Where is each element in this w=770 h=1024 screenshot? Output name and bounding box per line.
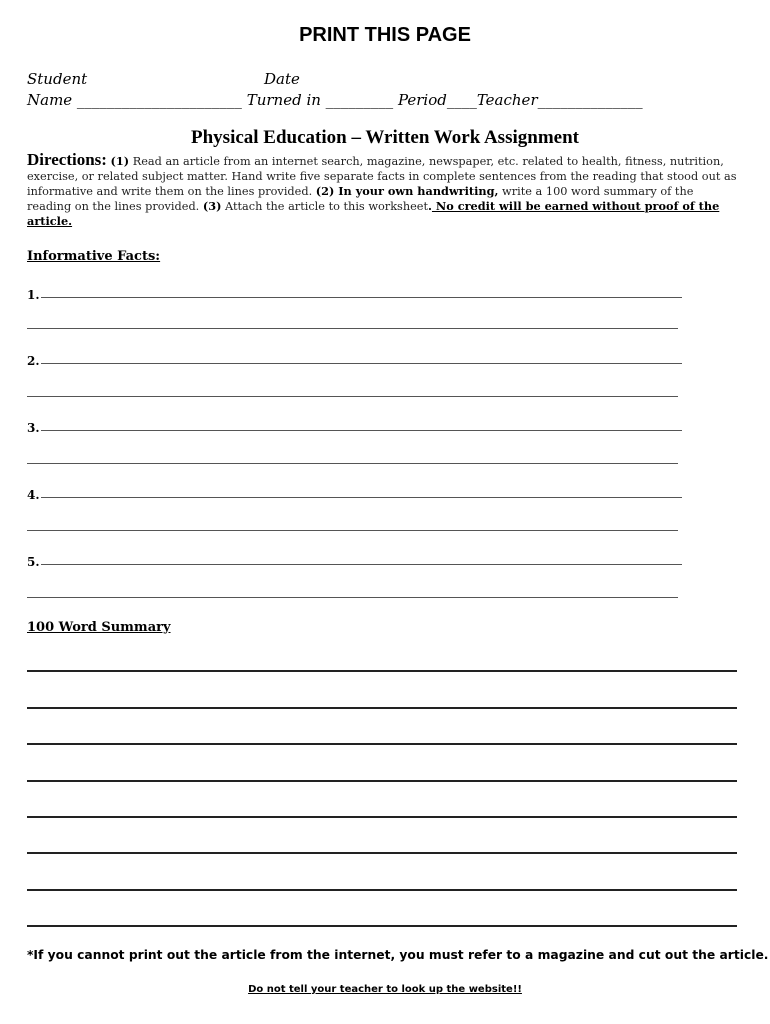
fact-line-5[interactable]: [27, 549, 682, 569]
student-label: Student: [27, 70, 88, 88]
step-1-text: Read an article from an internet search, magazine, newspaper, etc. related to health, fitness, nutrition, exercise, or related subject matter. Hand write five separate facts in complete sentences from the reading that stood out as informative and write them on the lines provided.: [27, 155, 737, 198]
step-1-number: (1): [110, 154, 130, 168]
fact-3-continuation-line[interactable]: [27, 463, 678, 464]
date-label: Date: [264, 70, 300, 88]
answer-line: [41, 297, 682, 298]
print-title: PRINT THIS PAGE: [299, 24, 471, 46]
fact-number: 4.: [27, 488, 40, 502]
summary-line[interactable]: [27, 889, 737, 891]
summary-label: 100 Word Summary: [27, 620, 171, 635]
print-footnote: *If you cannot print out the article from the internet, you must refer to a magazine and cut out the article.: [27, 948, 769, 962]
directions-paragraph: [27, 152, 739, 229]
name-date-period-teacher-row: Name ______________________ Turned in _________ Period____Teacher______________: [27, 91, 643, 109]
summary-line[interactable]: [27, 925, 737, 927]
step-2-number: (2): [315, 184, 335, 198]
informative-facts-label: Informative Facts:: [27, 249, 161, 264]
fact-4-continuation-line[interactable]: [27, 530, 678, 531]
fact-line-4[interactable]: [27, 482, 682, 502]
own-handwriting-text: In your own handwriting,: [334, 184, 499, 198]
answer-line: [41, 497, 682, 498]
summary-line[interactable]: [27, 707, 737, 709]
fact-2-continuation-line[interactable]: [27, 396, 678, 397]
step-3-text: Attach the article to this worksheet: [221, 200, 429, 213]
answer-line: [41, 564, 682, 565]
fact-5-continuation-line[interactable]: [27, 597, 678, 598]
summary-line[interactable]: [27, 780, 737, 782]
summary-line[interactable]: [27, 670, 737, 672]
fact-number: 3.: [27, 421, 40, 435]
fact-1-continuation-line[interactable]: [27, 328, 678, 329]
no-credit-warning: No credit will be earned without proof of the article.: [27, 199, 720, 228]
step-3-period: .: [428, 199, 432, 213]
summary-line[interactable]: [27, 816, 737, 818]
assignment-heading: Physical Education – Written Work Assignment: [191, 127, 579, 148]
step-2-text: write a 100 word summary of the reading on the lines provided.: [27, 185, 694, 213]
step-3-number: (3): [202, 199, 222, 213]
fact-number: 5.: [27, 555, 40, 569]
summary-line[interactable]: [27, 743, 737, 745]
website-footnote: Do not tell your teacher to look up the website!!: [248, 984, 522, 995]
fact-number: 1.: [27, 288, 40, 302]
fact-number: 2.: [27, 354, 40, 368]
directions-label: Directions:: [27, 150, 107, 169]
fact-line-3[interactable]: [27, 415, 682, 435]
answer-line: [41, 430, 682, 431]
answer-line: [41, 363, 682, 364]
summary-line[interactable]: [27, 852, 737, 854]
fact-line-1[interactable]: [27, 282, 682, 302]
fact-line-2[interactable]: [27, 348, 682, 368]
